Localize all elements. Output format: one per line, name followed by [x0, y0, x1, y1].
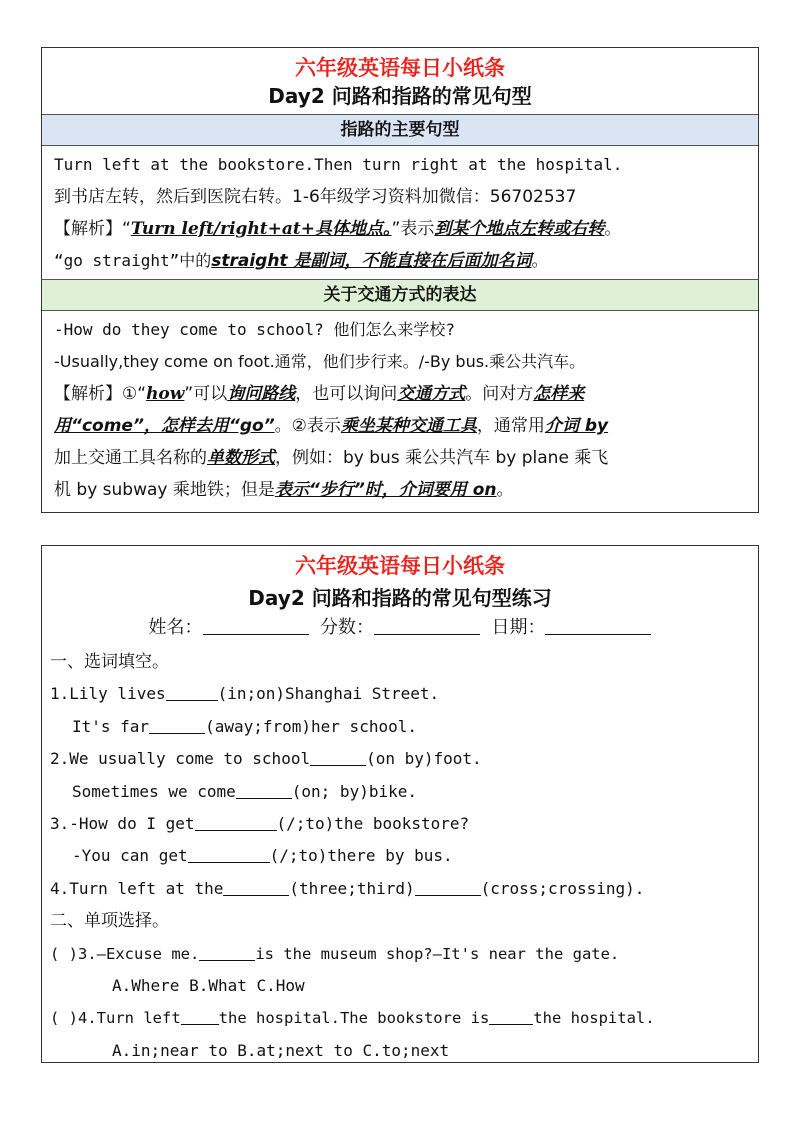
- section2-line5-rest: ，例如：by bus 乘公共汽车 by plane 乘飞: [275, 448, 609, 468]
- section1-header: 指路的主要句型: [42, 114, 758, 146]
- section2-line3-mid3: 。问对方: [465, 384, 534, 404]
- q3b-pre: -You can get: [72, 846, 188, 866]
- section1-body: [42, 146, 758, 277]
- q1a-post: (in;on)Shanghai Street.: [217, 684, 440, 704]
- mc3: [50, 938, 750, 970]
- section2-line3-em2: 询问路线: [227, 384, 296, 404]
- name-label: 姓名：: [148, 617, 203, 638]
- q4-blank1[interactable]: [223, 877, 289, 896]
- q3a-post: (/;to)the bookstore?: [276, 814, 470, 834]
- q1b-blank[interactable]: [149, 715, 205, 734]
- section2-line4: [54, 410, 750, 442]
- q1b-pre: It's far: [72, 716, 150, 736]
- section1-line3-mid: ”表示: [391, 219, 435, 239]
- section1-line1: Turn left at the bookstore.Then turn right at the hospital.: [54, 155, 623, 174]
- section2-line3-em3: 交通方式: [397, 384, 466, 404]
- section2-line3: [54, 378, 750, 410]
- card1-title: 六年级英语每日小纸条: [295, 56, 505, 80]
- q3b: [50, 840, 750, 872]
- section1-line3-prefix: 【解析】“: [54, 219, 131, 239]
- section2-line3-em4: 怎样来: [533, 384, 585, 404]
- mc3-post: is the museum shop?—It's near the gate.: [255, 944, 620, 963]
- q4-blank2[interactable]: [415, 877, 481, 896]
- section2-line5-prefix: 加上交通工具名称的: [54, 448, 207, 468]
- mc3-answer-paren[interactable]: ( ): [50, 944, 78, 963]
- q3b-blank[interactable]: [188, 844, 270, 863]
- section1-line4: [54, 245, 750, 277]
- student-info-row: [42, 612, 758, 644]
- section1-line4-end: 。: [531, 251, 549, 271]
- mc4: [50, 1002, 750, 1034]
- exercise-body: [42, 644, 758, 1067]
- section2-line6-end: 。: [496, 480, 514, 500]
- section2-line4-em3: 介词 by: [544, 416, 609, 436]
- q2b-post: (on; by)bike.: [291, 781, 417, 801]
- section2-header: 关于交通方式的表达: [42, 279, 758, 311]
- section2-line4-em2: 乘坐某种交通工具: [340, 416, 477, 436]
- q1a-pre: 1.Lily lives: [50, 684, 166, 704]
- section2-line5: [54, 442, 750, 474]
- section2-line3-mid2: ，也可以询问: [295, 384, 398, 404]
- mc3-options: A.Where B.What C.How: [112, 976, 305, 996]
- q4-mid: (three;third): [289, 878, 415, 898]
- section2-line6: [54, 474, 750, 506]
- section2-line3-em1: how: [146, 384, 185, 404]
- section1-line4-em: straight 是副词，不能直接在后面加名词: [211, 251, 532, 271]
- section2-line6-prefix: 机 by subway 乘地铁；但是: [54, 480, 275, 500]
- q2b: [50, 776, 750, 808]
- section2-line4-mid1: 。②表示: [274, 416, 341, 436]
- note-card-1: [41, 47, 759, 513]
- q3b-post: (/;to)there by bus.: [269, 846, 453, 866]
- part2-heading: 二、单项选择。: [50, 911, 169, 932]
- q2a-post: (on by)foot.: [366, 749, 482, 769]
- q1a-blank[interactable]: [166, 682, 218, 701]
- date-label: 日期：: [491, 617, 546, 638]
- mc4-options: A.in;near to B.at;next to C.to;next: [112, 1040, 450, 1060]
- q3a-pre: 3.-How do I get: [50, 814, 195, 834]
- q1a: [50, 678, 750, 710]
- q2a-blank[interactable]: [310, 747, 366, 766]
- mc4-pre: 4.Turn left: [78, 1009, 181, 1028]
- name-blank[interactable]: [203, 616, 309, 635]
- card2-subtitle: Day2 问路和指路的常见句型练习: [248, 586, 552, 610]
- q2a: [50, 743, 750, 775]
- section2-line5-em: 单数形式: [207, 448, 275, 468]
- section2-line4-mid2: ，通常用: [476, 416, 545, 436]
- section2-line3-prefix: 【解析】①“: [54, 384, 147, 404]
- mc4-blank2[interactable]: [489, 1006, 533, 1025]
- note-card-2: [41, 545, 759, 1063]
- card2-title: 六年级英语每日小纸条: [295, 554, 505, 578]
- part1-heading: 一、选词填空。: [50, 652, 169, 672]
- score-blank[interactable]: [374, 616, 480, 635]
- section1-line4-prefix: “go straight”中的: [54, 251, 212, 270]
- q2a-pre: 2.We usually come to school: [50, 749, 311, 769]
- section1-line3-end: 。: [604, 219, 622, 239]
- section1-line3-em1: Turn left/right+at+具体地点。: [130, 219, 392, 239]
- section1-line2: 到书店左转，然后到医院右转。1-6年级学习资料加微信：56702537: [54, 187, 577, 207]
- score-label: 分数：: [320, 617, 374, 638]
- section2-line4-em1: 用“come”，怎样去用“go”: [54, 416, 275, 436]
- section2-line6-em: 表示“步行”时，介词要用 on: [274, 480, 497, 500]
- section1-line3-em2: 到某个地点左转或右转: [434, 219, 605, 239]
- card1-subtitle: Day2 问路和指路的常见句型: [268, 84, 532, 108]
- mc3-blank[interactable]: [199, 942, 255, 961]
- section2-body: [42, 311, 758, 506]
- section1-line3: [54, 213, 750, 245]
- mc4-mid: the hospital.The bookstore is: [218, 1009, 490, 1028]
- q4-pre: 4.Turn left at the: [50, 878, 224, 898]
- mc3-pre: 3.—Excuse me.: [78, 944, 200, 963]
- q4: [50, 873, 750, 905]
- q2b-pre: Sometimes we come: [72, 781, 236, 801]
- mc4-answer-paren[interactable]: ( ): [50, 1009, 78, 1028]
- q2b-blank[interactable]: [236, 780, 292, 799]
- section2-line1: -How do they come to school? 他们怎么来学校?: [54, 320, 455, 339]
- mc4-blank1[interactable]: [181, 1006, 219, 1025]
- q3a: [50, 808, 750, 840]
- q3a-blank[interactable]: [195, 812, 277, 831]
- q1b-post: (away;from)her school.: [205, 716, 417, 736]
- section2-line3-mid1: ”可以: [184, 384, 228, 404]
- q4-post: (cross;crossing).: [480, 878, 645, 898]
- q1b: [50, 711, 750, 743]
- section2-line2: -Usually,they come on foot.通常，他们步行来。/-By bus.乘公共汽车。: [54, 352, 586, 371]
- mc4-post: the hospital.: [533, 1009, 655, 1028]
- date-blank[interactable]: [545, 616, 651, 635]
